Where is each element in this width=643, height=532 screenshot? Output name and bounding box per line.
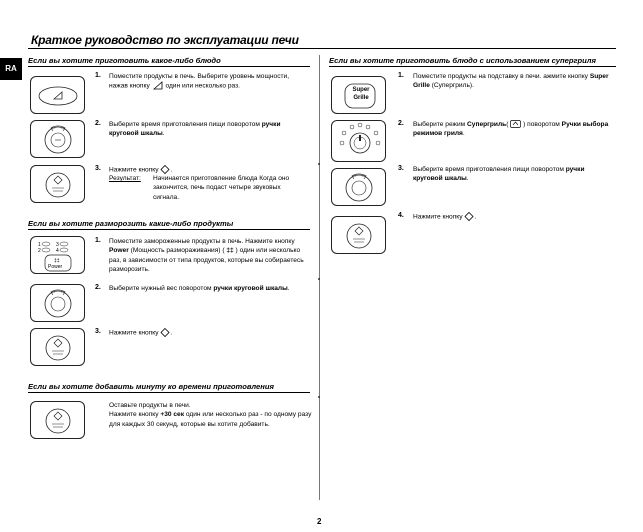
svg-text:3: 3 <box>56 242 59 248</box>
section-title-grill: Если вы хотите приготовить блюдо с использованием супергриля <box>329 56 596 65</box>
svg-text:1: 1 <box>38 242 41 248</box>
result-label: Результат: <box>109 175 141 182</box>
start-diamond-icon <box>31 402 86 440</box>
divider-dot <box>318 163 320 165</box>
start-button-box[interactable] <box>331 216 386 254</box>
start-inline-icon <box>464 212 474 221</box>
start-inline-icon <box>160 328 170 337</box>
dial-knob-icon <box>31 285 86 323</box>
section-rule <box>28 392 310 393</box>
step-number: 1. <box>398 72 404 79</box>
power-level-button-box[interactable] <box>30 76 85 114</box>
dial-knob-icon <box>31 121 86 159</box>
step-number: 2. <box>95 120 101 127</box>
power-level-inline-icon <box>152 81 164 90</box>
svg-text:4: 4 <box>56 248 59 254</box>
dial-knob-icon <box>332 169 387 207</box>
step-number: 3. <box>95 328 101 335</box>
dial-box[interactable] <box>30 120 85 158</box>
step-number: 3. <box>95 165 101 172</box>
step-text-grill-2: Выберите режим Супергриль( ) поворотом Ручки выбора режимов гриля. <box>413 121 609 138</box>
grill-mode-dial-box[interactable] <box>331 120 386 162</box>
grill-mode-icon <box>332 121 387 163</box>
grille-label: Grille <box>353 95 369 101</box>
page-number: 2 <box>317 517 322 526</box>
defrost-button-box[interactable] <box>30 236 85 274</box>
step-text-cook-1: Поместите продукты в печь. Выберите уровень мощности, нажав кнопку один или несколько раз. <box>109 73 290 90</box>
divider-dot <box>318 278 320 280</box>
step-number: 1. <box>95 72 101 79</box>
super-grill-button-box[interactable] <box>331 76 386 114</box>
step-text-defrost-1: Поместите замороженные продукты в печь. Нажмите кнопку Power (Мощность размораживания) ( ‡‡ ) один или несколько раз, в зависимости от типа продуктов, которые вы собираетесь разморозить. <box>109 238 304 274</box>
title-rule <box>28 48 616 49</box>
svg-text:2: 2 <box>38 248 41 254</box>
step-number: 3. <box>398 165 404 172</box>
divider-dot <box>318 396 320 398</box>
page-title: Краткое руководство по эксплуатации печи <box>31 33 299 47</box>
step-number: 4. <box>398 212 404 219</box>
start-diamond-icon <box>332 217 387 255</box>
step-text-cook-2: Выберите время приготовления пищи поворотом ручки круговой шкалы. <box>109 121 281 138</box>
start-button-box[interactable] <box>30 328 85 366</box>
section-rule <box>329 66 616 67</box>
step-number: 2. <box>398 120 404 127</box>
step-number: 2. <box>95 284 101 291</box>
step-text-grill-1: Поместите продукты на подставку в печи. ажмите кнопку Super Grille (Супергриль). <box>413 73 609 90</box>
section-rule <box>28 229 310 230</box>
start-button-box[interactable] <box>30 165 85 203</box>
start-diamond-icon <box>31 329 86 367</box>
dial-box[interactable] <box>331 168 386 206</box>
step-text-cook-3: Нажмите кнопку . <box>109 166 173 174</box>
start-inline-icon <box>160 165 170 174</box>
result-text: Начинается приготовление блюда Когда оно закончится, печь подаст четыре звуковых сигнала. <box>153 175 290 201</box>
section-title-defrost: Если вы хотите разморозить какие-либо продукты <box>28 219 234 228</box>
language-tab: RA <box>0 58 22 80</box>
svg-text:‡‡: ‡‡ <box>54 258 60 264</box>
section-title-cook: Если вы хотите приготовить какое-либо блюдо <box>28 56 221 65</box>
step-text-grill-4: Нажмите кнопку . <box>413 213 477 221</box>
addminute-text: Оставьте продукты в печи. Нажмите кнопку +30 сек один или несколько раз - по одному разу для каждых 30 секунд, которые вы хотите добавить. <box>109 402 312 428</box>
power-level-icon <box>31 77 86 115</box>
step-text-grill-3: Выберите время приготовления пищи поворотом ручки круговой шкалы. <box>413 166 585 183</box>
super-label: Super <box>352 87 370 93</box>
start-diamond-icon <box>31 166 86 204</box>
step-text-defrost-3: Нажмите кнопку . <box>109 329 173 337</box>
add-30s-button-box[interactable] <box>30 401 85 439</box>
grill-inline-icon <box>510 120 521 128</box>
step-text-defrost-2: Выберите нужный вес поворотом ручки круговой шкалы. <box>109 285 290 292</box>
power-button-label: Power <box>48 264 63 270</box>
section-rule <box>28 66 310 67</box>
section-title-addminute: Если вы хотите добавить минуту ко времени приготовления <box>28 382 274 391</box>
step-number: 1. <box>95 237 101 244</box>
dial-box[interactable] <box>30 284 85 322</box>
